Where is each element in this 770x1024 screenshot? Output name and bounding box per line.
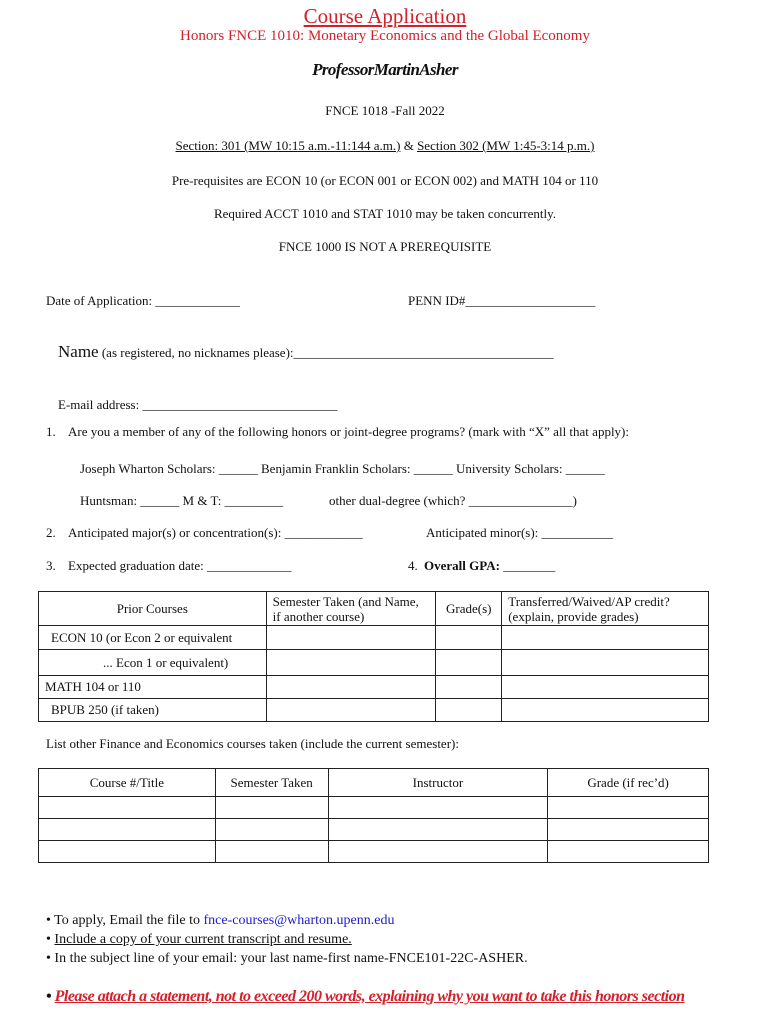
question-4-number: 4. (408, 558, 418, 573)
apply-prefix: To apply, Email the file to (54, 913, 204, 928)
table-row (39, 650, 709, 676)
table-header-row (39, 592, 709, 626)
table-cell[interactable] (502, 676, 709, 699)
table-cell[interactable] (328, 819, 548, 841)
transcript-instruction (46, 932, 352, 948)
subject-text: In the subject line of your email: your last name-first name-FNCE101-22C-ASHER. (54, 951, 528, 966)
table-header-prior-courses: Prior Courses (39, 592, 267, 626)
other-courses-table (38, 768, 709, 863)
table-header-semester-taken: Semester Taken (and Name, if another course) (266, 592, 436, 626)
question-3-number: 3. (46, 558, 56, 573)
table-cell[interactable] (266, 650, 436, 676)
sections-line (0, 138, 770, 154)
row-label-econ1: ... Econ 1 or equivalent) (39, 650, 267, 676)
table-cell[interactable] (266, 676, 436, 699)
table-row (39, 699, 709, 722)
graduation-date-field[interactable]: Expected graduation date: _____________ (68, 558, 292, 573)
bullet-icon: • (46, 913, 51, 928)
apply-email-link[interactable]: fnce-courses@wharton.upenn.edu (203, 913, 395, 928)
row-label-econ10: ECON 10 (or Econ 2 or equivalent (39, 626, 267, 650)
gpa-blank: ________ (499, 558, 556, 573)
table-cell[interactable] (548, 819, 709, 841)
other-courses-label: List other Finance and Economics courses taken (include the current semester): (46, 736, 459, 751)
table-cell[interactable] (548, 841, 709, 863)
apply-instruction (46, 913, 394, 929)
table-cell[interactable] (502, 650, 709, 676)
table-cell[interactable] (215, 841, 328, 863)
prior-courses-table (38, 591, 709, 722)
statement-instruction (46, 988, 684, 1006)
gpa-field[interactable] (424, 558, 555, 574)
row-label-bpub: BPUB 250 (if taken) (39, 699, 267, 722)
table-cell[interactable] (328, 797, 548, 819)
table-row (39, 819, 709, 841)
name-field[interactable] (58, 342, 554, 362)
table-header-grades: Grade(s) (436, 592, 502, 626)
prerequisites: Pre-requisites are ECON 10 (or ECON 001 or ECON 002) and MATH 104 or 110 (171, 173, 599, 188)
table-row (39, 797, 709, 819)
table-cell[interactable] (436, 626, 502, 650)
minor-field[interactable]: Anticipated minor(s): ___________ (426, 525, 614, 540)
row-label-math: MATH 104 or 110 (39, 676, 267, 699)
table-row (39, 676, 709, 699)
table-cell[interactable] (436, 676, 502, 699)
email-field[interactable]: E-mail address: ______________________________ (58, 397, 338, 412)
question-2-number: 2. (46, 525, 56, 540)
table-cell[interactable] (39, 819, 216, 841)
bullet-icon: • (46, 988, 52, 1005)
section-301: Section: 301 (MW 10:15 a.m.-11:144 a.m.) (175, 138, 401, 153)
question-1-text: Are you a member of any of the following honors or joint-degree programs? (mark with “X” all that apply): (68, 424, 629, 439)
table-header-semester: Semester Taken (215, 769, 328, 797)
table-cell[interactable] (39, 841, 216, 863)
gpa-label: Overall GPA: (424, 558, 500, 573)
table-cell[interactable] (436, 699, 502, 722)
course-term: FNCE 1018 -Fall 2022 (325, 103, 445, 118)
statement-text: Please attach a statement, not to exceed 200 words, explaining why you want to take this honors section (54, 988, 685, 1005)
honors-programs-line[interactable]: Joseph Wharton Scholars: ______ Benjamin Franklin Scholars: ______ University Scholars: ______ (80, 461, 605, 476)
not-prerequisite-note: FNCE 1000 IS NOT A PREREQUISITE (278, 239, 492, 254)
name-label: Name (58, 342, 99, 361)
table-cell[interactable] (548, 797, 709, 819)
subject-instruction (46, 951, 528, 967)
professor-name: ProfessorMartinAsher (312, 60, 458, 79)
question-1-number: 1. (46, 424, 56, 439)
bullet-icon: • (46, 951, 51, 966)
section-join: & (400, 138, 418, 153)
table-row (39, 841, 709, 863)
table-cell[interactable] (502, 626, 709, 650)
table-cell[interactable] (39, 797, 216, 819)
table-header-row (39, 769, 709, 797)
table-header-grade: Grade (if rec’d) (548, 769, 709, 797)
name-instructions: (as registered, no nicknames please):________________________________________ (98, 345, 554, 360)
table-header-instructor: Instructor (328, 769, 548, 797)
page-title: Course Application (303, 4, 467, 28)
bullet-icon: • (46, 932, 51, 947)
course-subtitle: Honors FNCE 1010: Monetary Economics and the Global Economy (180, 28, 590, 44)
concurrent-note: Required ACCT 1010 and STAT 1010 may be taken concurrently. (213, 206, 557, 221)
table-header-course-title: Course #/Title (39, 769, 216, 797)
table-cell[interactable] (266, 626, 436, 650)
date-of-application-field[interactable]: Date of Application: _____________ (46, 293, 240, 308)
table-cell[interactable] (215, 797, 328, 819)
dual-degree-line[interactable]: other dual-degree (which? ________________) (329, 493, 578, 508)
huntsman-mt-line[interactable]: Huntsman: ______ M & T: _________ (80, 493, 284, 508)
table-cell[interactable] (328, 841, 548, 863)
section-302: Section 302 (MW 1:45-3:14 p.m.) (417, 138, 595, 153)
table-cell[interactable] (502, 699, 709, 722)
table-cell[interactable] (266, 699, 436, 722)
table-cell[interactable] (215, 819, 328, 841)
penn-id-field[interactable]: PENN ID#____________________ (408, 293, 596, 308)
table-cell[interactable] (436, 650, 502, 676)
transcript-text: Include a copy of your current transcript and resume. (54, 932, 352, 947)
table-row (39, 626, 709, 650)
major-field[interactable]: Anticipated major(s) or concentration(s): ____________ (68, 525, 363, 540)
table-header-transferred: Transferred/Waived/AP credit? (explain, provide grades) (502, 592, 709, 626)
